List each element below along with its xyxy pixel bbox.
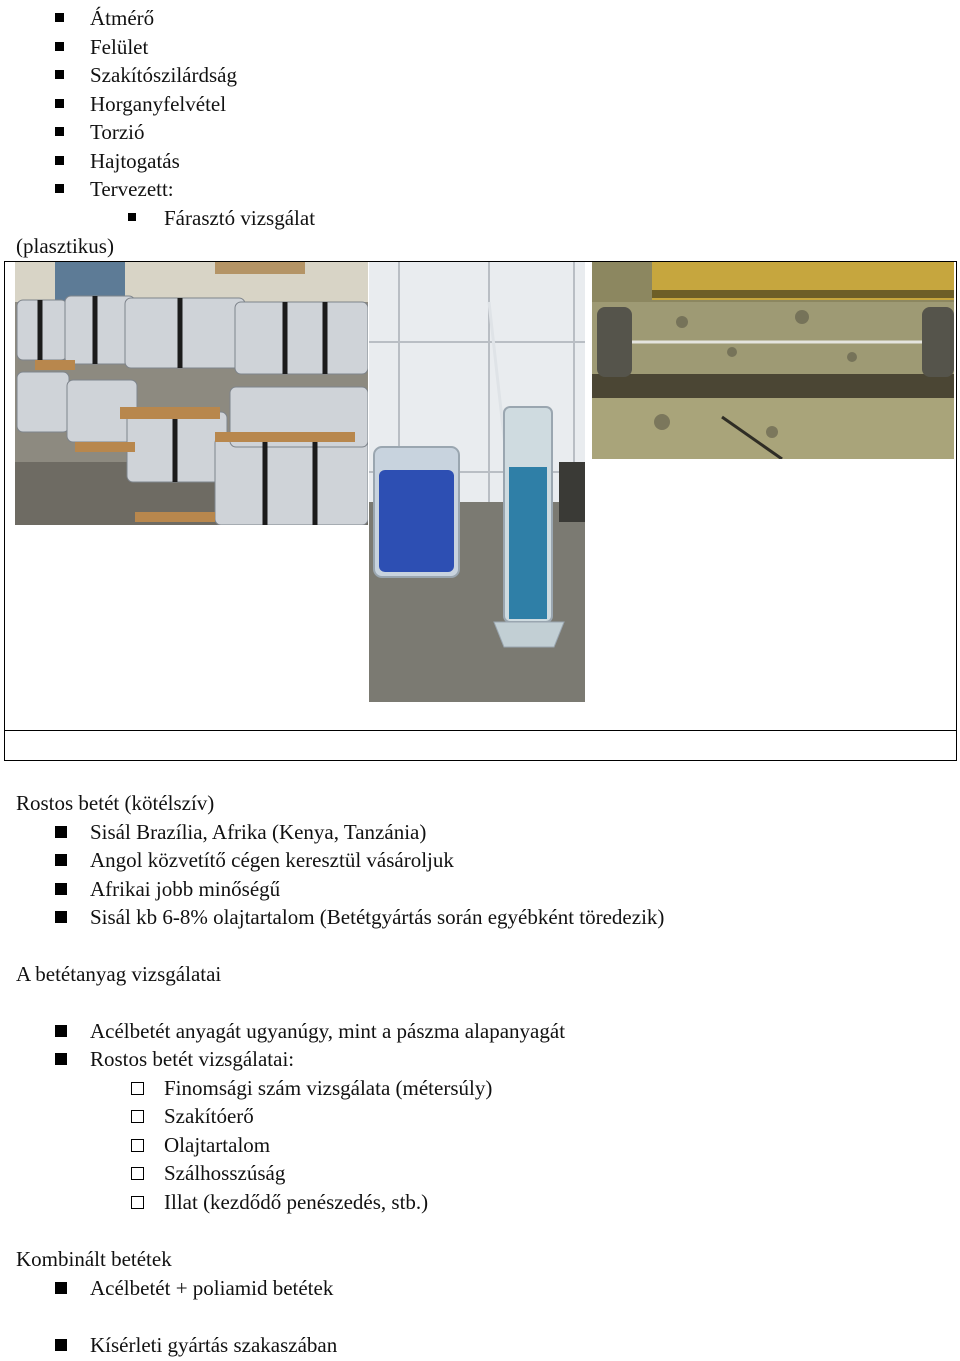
section-heading: A betétanyag vizsgálatai (16, 962, 222, 986)
bullet-icon (55, 826, 67, 838)
bullet-icon (55, 911, 67, 923)
bullet-icon (55, 883, 67, 895)
bullet-icon (55, 13, 64, 22)
list-item: Felület (90, 35, 149, 59)
list-item: Afrikai jobb minőségű (90, 877, 281, 901)
table-row-divider (5, 730, 956, 731)
wire-coils-photo (15, 262, 368, 525)
sub-list-item: Szálhosszúság (164, 1161, 286, 1185)
list-item: Szakítószilárdság (90, 63, 237, 87)
checkbox-bullet-icon (131, 1082, 144, 1095)
list-item: Horganyfelvétel (90, 92, 227, 116)
list-item: Hajtogatás (90, 149, 180, 173)
bullet-icon (55, 1053, 67, 1065)
bullet-icon (55, 99, 64, 108)
checkbox-bullet-icon (131, 1196, 144, 1209)
checkbox-bullet-icon (131, 1139, 144, 1152)
list-item: Acélbetét + poliamid betétek (90, 1276, 334, 1300)
sub-list-item: Szakítóerő (164, 1104, 254, 1128)
checkbox-bullet-icon (131, 1167, 144, 1180)
list-item: Angol közvetítő cégen keresztül vásároljuk (90, 848, 454, 872)
bullet-icon (55, 1339, 67, 1351)
torsion-machine-photo (592, 262, 954, 459)
list-item: Acélbetét anyagát ugyanúgy, mint a pászma alapanyagát (90, 1019, 566, 1043)
blue-liquid-photo (369, 262, 585, 702)
list-item: Kísérleti gyártás szakaszában (90, 1333, 338, 1357)
sub-bullet-icon (128, 213, 136, 221)
list-item: Sisál Brazília, Afrika (Kenya, Tanzánia) (90, 820, 427, 844)
list-continuation: (plasztikus) (16, 234, 114, 258)
sub-list-item: Illat (kezdődő penészedés, stb.) (164, 1190, 429, 1214)
sub-list-item: Olajtartalom (164, 1133, 271, 1157)
section-heading: Rostos betét (kötélszív) (16, 791, 215, 815)
list-item: Torzió (90, 120, 145, 144)
bullet-icon (55, 42, 64, 51)
list-item: Átmérő (90, 6, 155, 30)
bullet-icon (55, 1282, 67, 1294)
bullet-icon (55, 1025, 67, 1037)
bullet-icon (55, 70, 64, 79)
bullet-icon (55, 854, 67, 866)
checkbox-bullet-icon (131, 1110, 144, 1123)
list-item: Sisál kb 6-8% olajtartalom (Betétgyártás során egyébként töredezik) (90, 905, 665, 929)
sub-list-item: Fárasztó vizsgálat (164, 206, 316, 230)
bullet-icon (55, 127, 64, 136)
bullet-icon (55, 156, 64, 165)
section-heading: Kombinált betétek (16, 1247, 172, 1271)
sub-list-item: Finomsági szám vizsgálata (métersúly) (164, 1076, 493, 1100)
list-item: Rostos betét vizsgálatai: (90, 1047, 295, 1071)
list-item: Tervezett: (90, 177, 174, 201)
bullet-icon (55, 184, 64, 193)
